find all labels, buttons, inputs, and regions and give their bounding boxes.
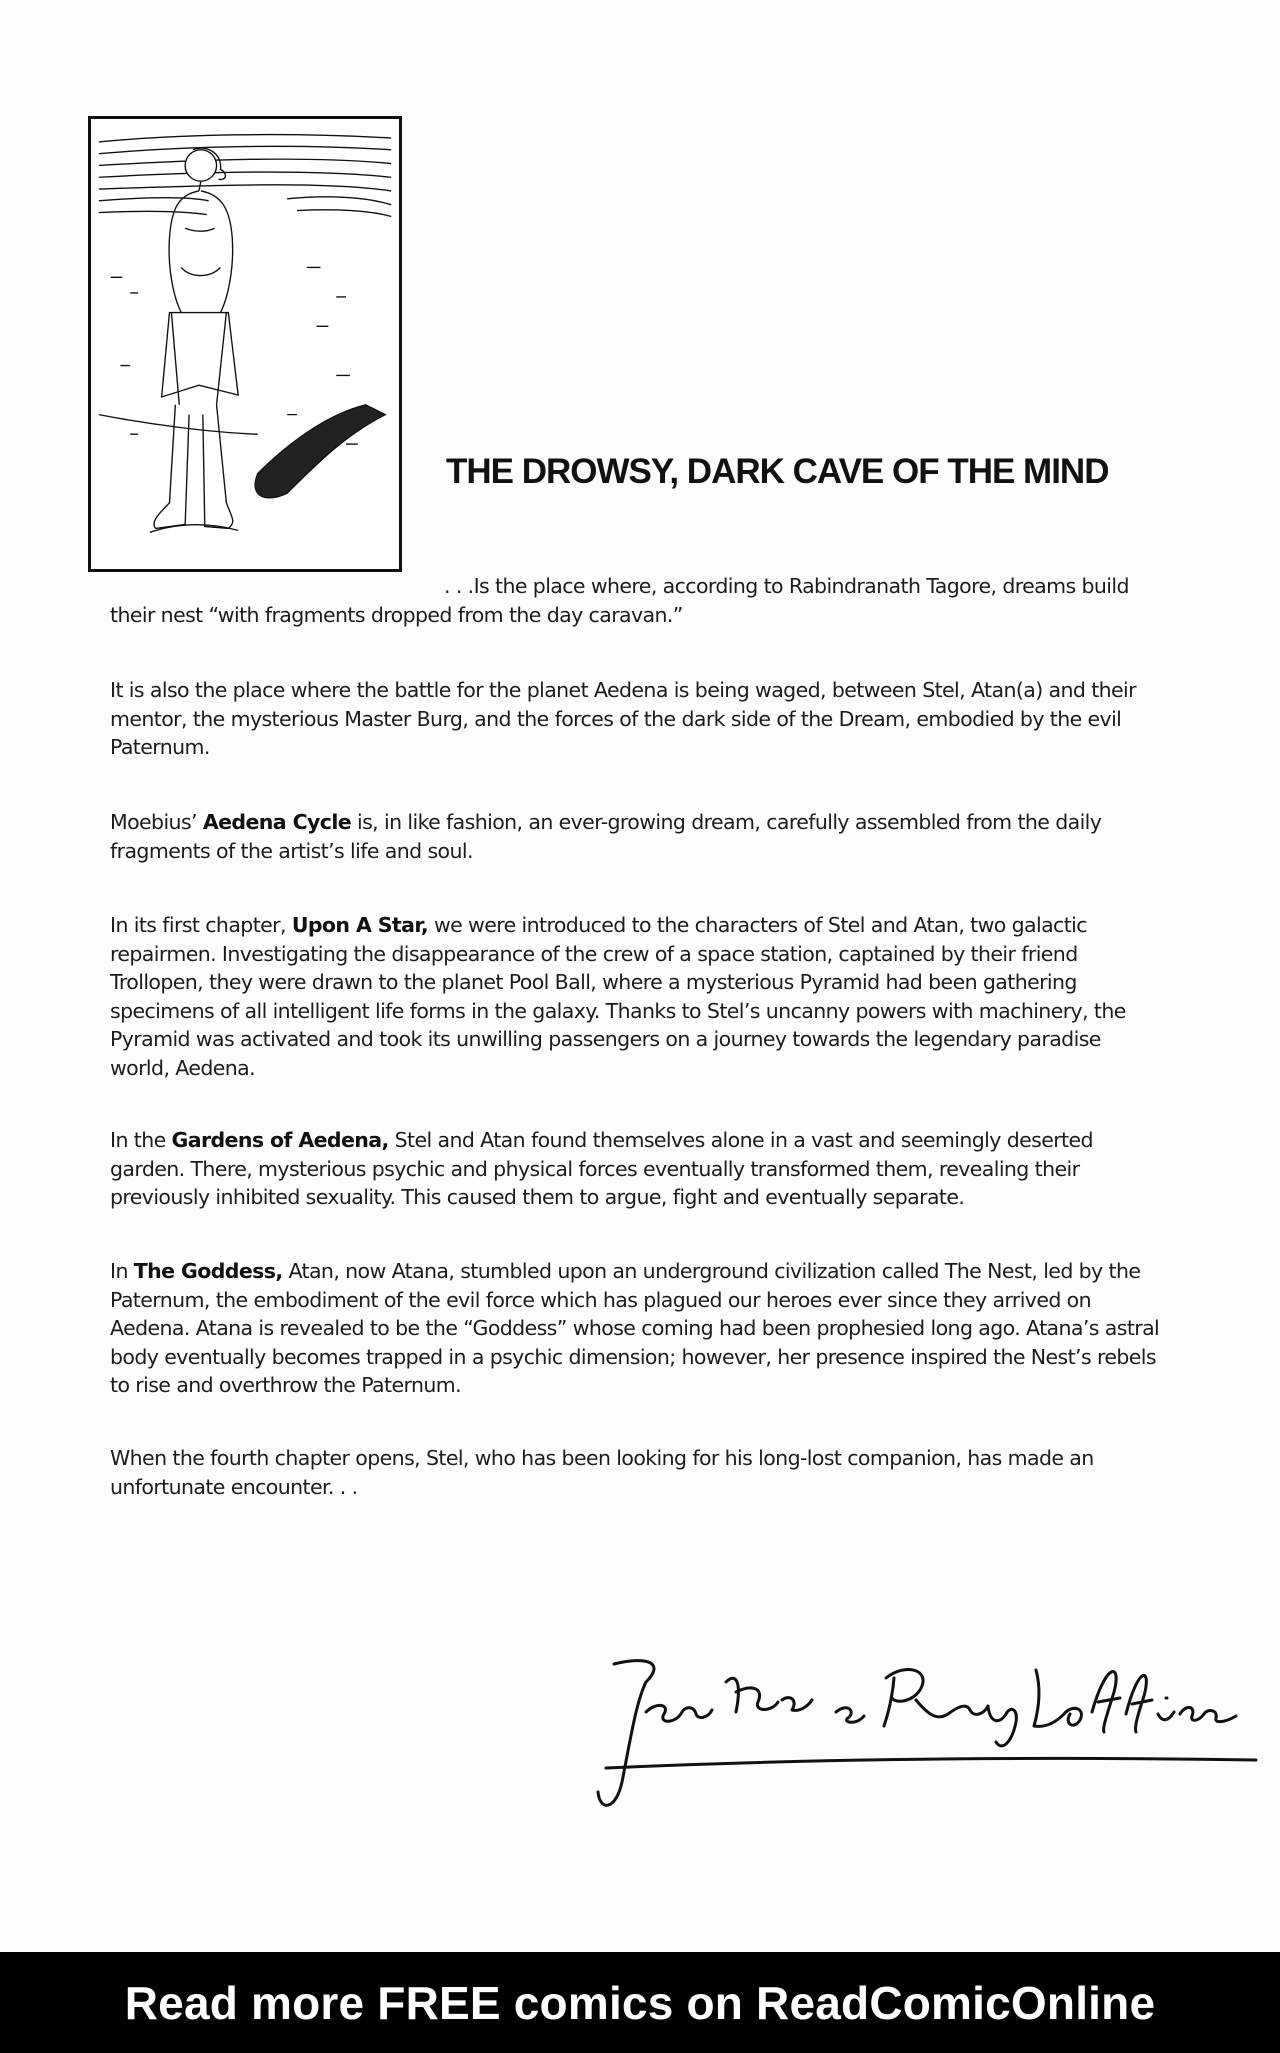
bold-title: Gardens of Aedena, — [171, 1128, 389, 1152]
paragraph-4: In its first chapter, Upon A Star, we were introduced to the characters of Stel and Atan, two galactic repairmen. Investigating the disappearance of the crew of a space station, captained by their friend Trollopen, they were drawn to the planet Pool Ball, where a mysterious Pyramid had been gathering specimens of all intelligent life forms in the galaxy. Thanks to Stel’s uncanny powers with machinery, the Pyramid was activated and took its unwilling passengers on a journey towards the legendary paradise world, Aedena. — [110, 913, 1126, 1080]
paragraph-3: Moebius’ Aedena Cycle is, in like fashion, an ever-growing dream, carefully assembled from the daily fragments of the artist’s life and soul. — [110, 810, 1102, 863]
article-title: THE DROWSY, DARK CAVE OF THE MIND — [446, 452, 1109, 491]
paragraph-7: When the fourth chapter opens, Stel, who has been looking for his long-lost companion, has made an unfortunate encounter. . . — [110, 1446, 1094, 1499]
bold-title: Upon A Star, — [291, 913, 429, 937]
paragraph-1: . . .Is the place where, according to Rabindranath Tagore, dreams build their nest “with fragments dropped from the day caravan.” — [110, 574, 1129, 627]
handwritten-signature-icon — [586, 1642, 1266, 1822]
bold-title: The Goddess, — [133, 1259, 283, 1283]
bold-title: Aedena Cycle — [202, 810, 352, 834]
paragraph-5: In the Gardens of Aedena, Stel and Atan found themselves alone in a vast and seemingly deserted garden. There, mysterious psychic and physical forces eventually transformed them, revealing their previously inhibited sexuality. This caused them to argue, fight and eventually separate. — [110, 1128, 1093, 1209]
figure-on-shore-drawing-icon — [88, 116, 402, 572]
promo-banner-text[interactable]: Read more FREE comics on ReadComicOnline — [124, 1976, 1156, 2029]
paragraph-6: In The Goddess, Atan, now Atana, stumbled upon an underground civilization called The Nest, led by the Paternum, the embodiment of the evil force which has plagued our heroes ever since they arrived on Aedena. Atana is revealed to be the “Goddess” whose coming had been prophesied long ago. Atana’s astral body eventually becomes trapped in a psychic dimension; however, her presence inspired the Nest’s rebels to rise and overthrow the Paternum. — [110, 1259, 1160, 1397]
paragraph-2: It is also the place where the battle for the planet Aedena is being waged, between Stel, Atan(a) and their mentor, the mysterious Master Burg, and the forces of the dark side of the Dream, embodied by the evil Paternum. — [110, 678, 1136, 759]
promo-banner[interactable] — [0, 1952, 1280, 2053]
